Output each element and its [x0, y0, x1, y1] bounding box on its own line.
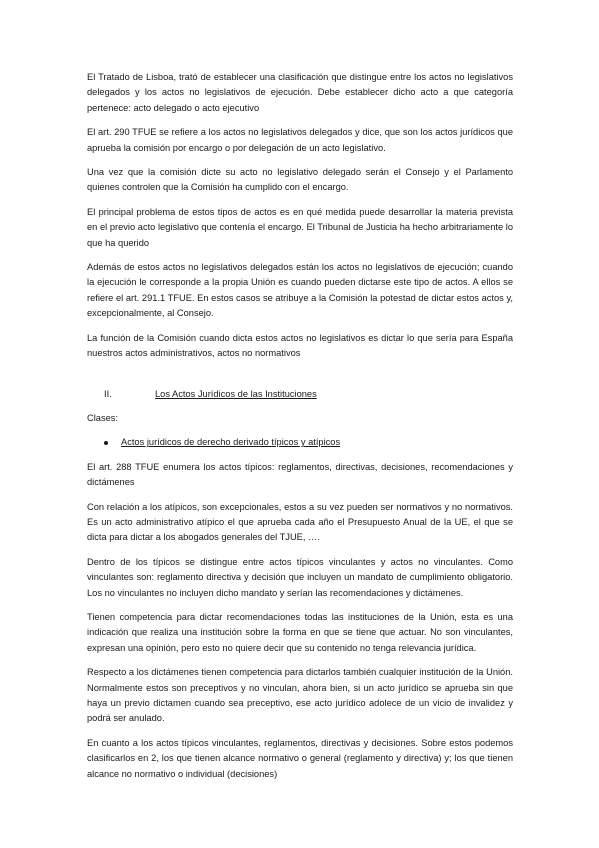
- section-number: II.: [104, 388, 112, 399]
- bullet-icon: [104, 441, 108, 445]
- bullet-list-item: [87, 435, 513, 450]
- paragraph-control: Una vez que la comisión dicte su acto no legislativo delegado serán el Consejo y el Parlamento quienes controlen que la Comisión ha cumplido con el encargo.: [87, 167, 513, 193]
- paragraph-atipicos: Con relación a los atípicos, son excepcionales, estos a su vez pueden ser normativos y no normativos. Es un acto administrativo atípico el que aprueba cada año el Presupuesto Anual de la UE, el que se dicta para dictar a los abogados generales del TJUE, ….: [87, 501, 513, 543]
- paragraph-dictamenes: Respecto a los dictámenes tienen competencia para dictarlos también cualquier institución de la Unión. Normalmente estos son preceptivos y no vinculan, ahora bien, si un acto jurídico se aprueba sin que haya un previo dictamen cuando sea preceptivo, ese acto jurídico adolece de un vicio de invalidez y podrá ser anulado.: [87, 667, 513, 724]
- paragraph-art-288: El art. 288 TFUE enumera los actos típicos: reglamentos, directivas, decisiones, recomendaciones y dictámenes: [87, 461, 513, 488]
- paragraph-lisboa: El Tratado de Lisboa, trató de establecer una clasificación que distingue entre los actos no legislativos delegados y los actos no legislativos de ejecución. Debe establecer dicho acto a que categoría pertenece: acto delegado o acto ejecutivo: [87, 72, 513, 113]
- paragraph-funcion-comision: La función de la Comisión cuando dicta estos actos no legislativos es dictar lo que sería para España nuestros actos administrativos, actos no normativos: [87, 332, 513, 359]
- bullet-text: Actos jurídicos de derecho derivado típicos y atípicos: [121, 437, 341, 448]
- section-heading: [87, 387, 513, 402]
- paragraph-problema: El principal problema de estos tipos de actos es en qué medida puede desarrollar la materia prevista en el previo acto legislativo que contenía el encargo. El Tribunal de Justicia ha hecho arbitrariamente lo que ha querido: [87, 206, 513, 248]
- clases-label: Clases:: [87, 412, 119, 423]
- paragraph-recomendaciones: Tienen competencia para dictar recomendaciones todas las instituciones de la Unión, esta es una indicación que realiza una institución sobre la forma en que se tiene que actuar. No son vinculantes, expresan una opinión, pero esto no quiere decir que su contenido no tenga relevancia jurídica.: [87, 611, 513, 653]
- paragraph-ejecucion: Además de estos actos no legislativos delegados están los actos no legislativos de ejecución; cuando la ejecución le corresponde a la propia Unión es cuando pueden dictarse este tipo de actos. A ellos se refiere el art. 291.1 TFUE. En estos casos se atribuye a la Comisión la potestad de dictar estos actos y, excepcionalmente, al Consejo.: [87, 262, 513, 319]
- section-title: Los Actos Jurídicos de las Instituciones: [155, 388, 317, 399]
- paragraph-vinculantes: En cuanto a los actos típicos vinculantes, reglamentos, directivas y decisiones. Sobre estos podemos clasificarlos en 2, los que tienen alcance normativo o general (reglamento y directiva) y; los que tienen alcance no normativo o individual (decisiones): [87, 737, 513, 779]
- paragraph-art-290: El art. 290 TFUE se refiere a los actos no legislativos delegados y dice, que son los actos jurídicos que aprueba la comisión por encargo o por delegación de un acto legislativo.: [87, 127, 513, 153]
- paragraph-tipicos: Dentro de los típicos se distingue entre actos típicos vinculantes y actos no vinculantes. Como vinculantes son: reglamento directiva y decisión que incluyen un mandato de cumplimiento obligatorio. Los no vinculantes no incluyen dicho mandato y serían las recomendaciones y dictámenes.: [87, 556, 513, 598]
